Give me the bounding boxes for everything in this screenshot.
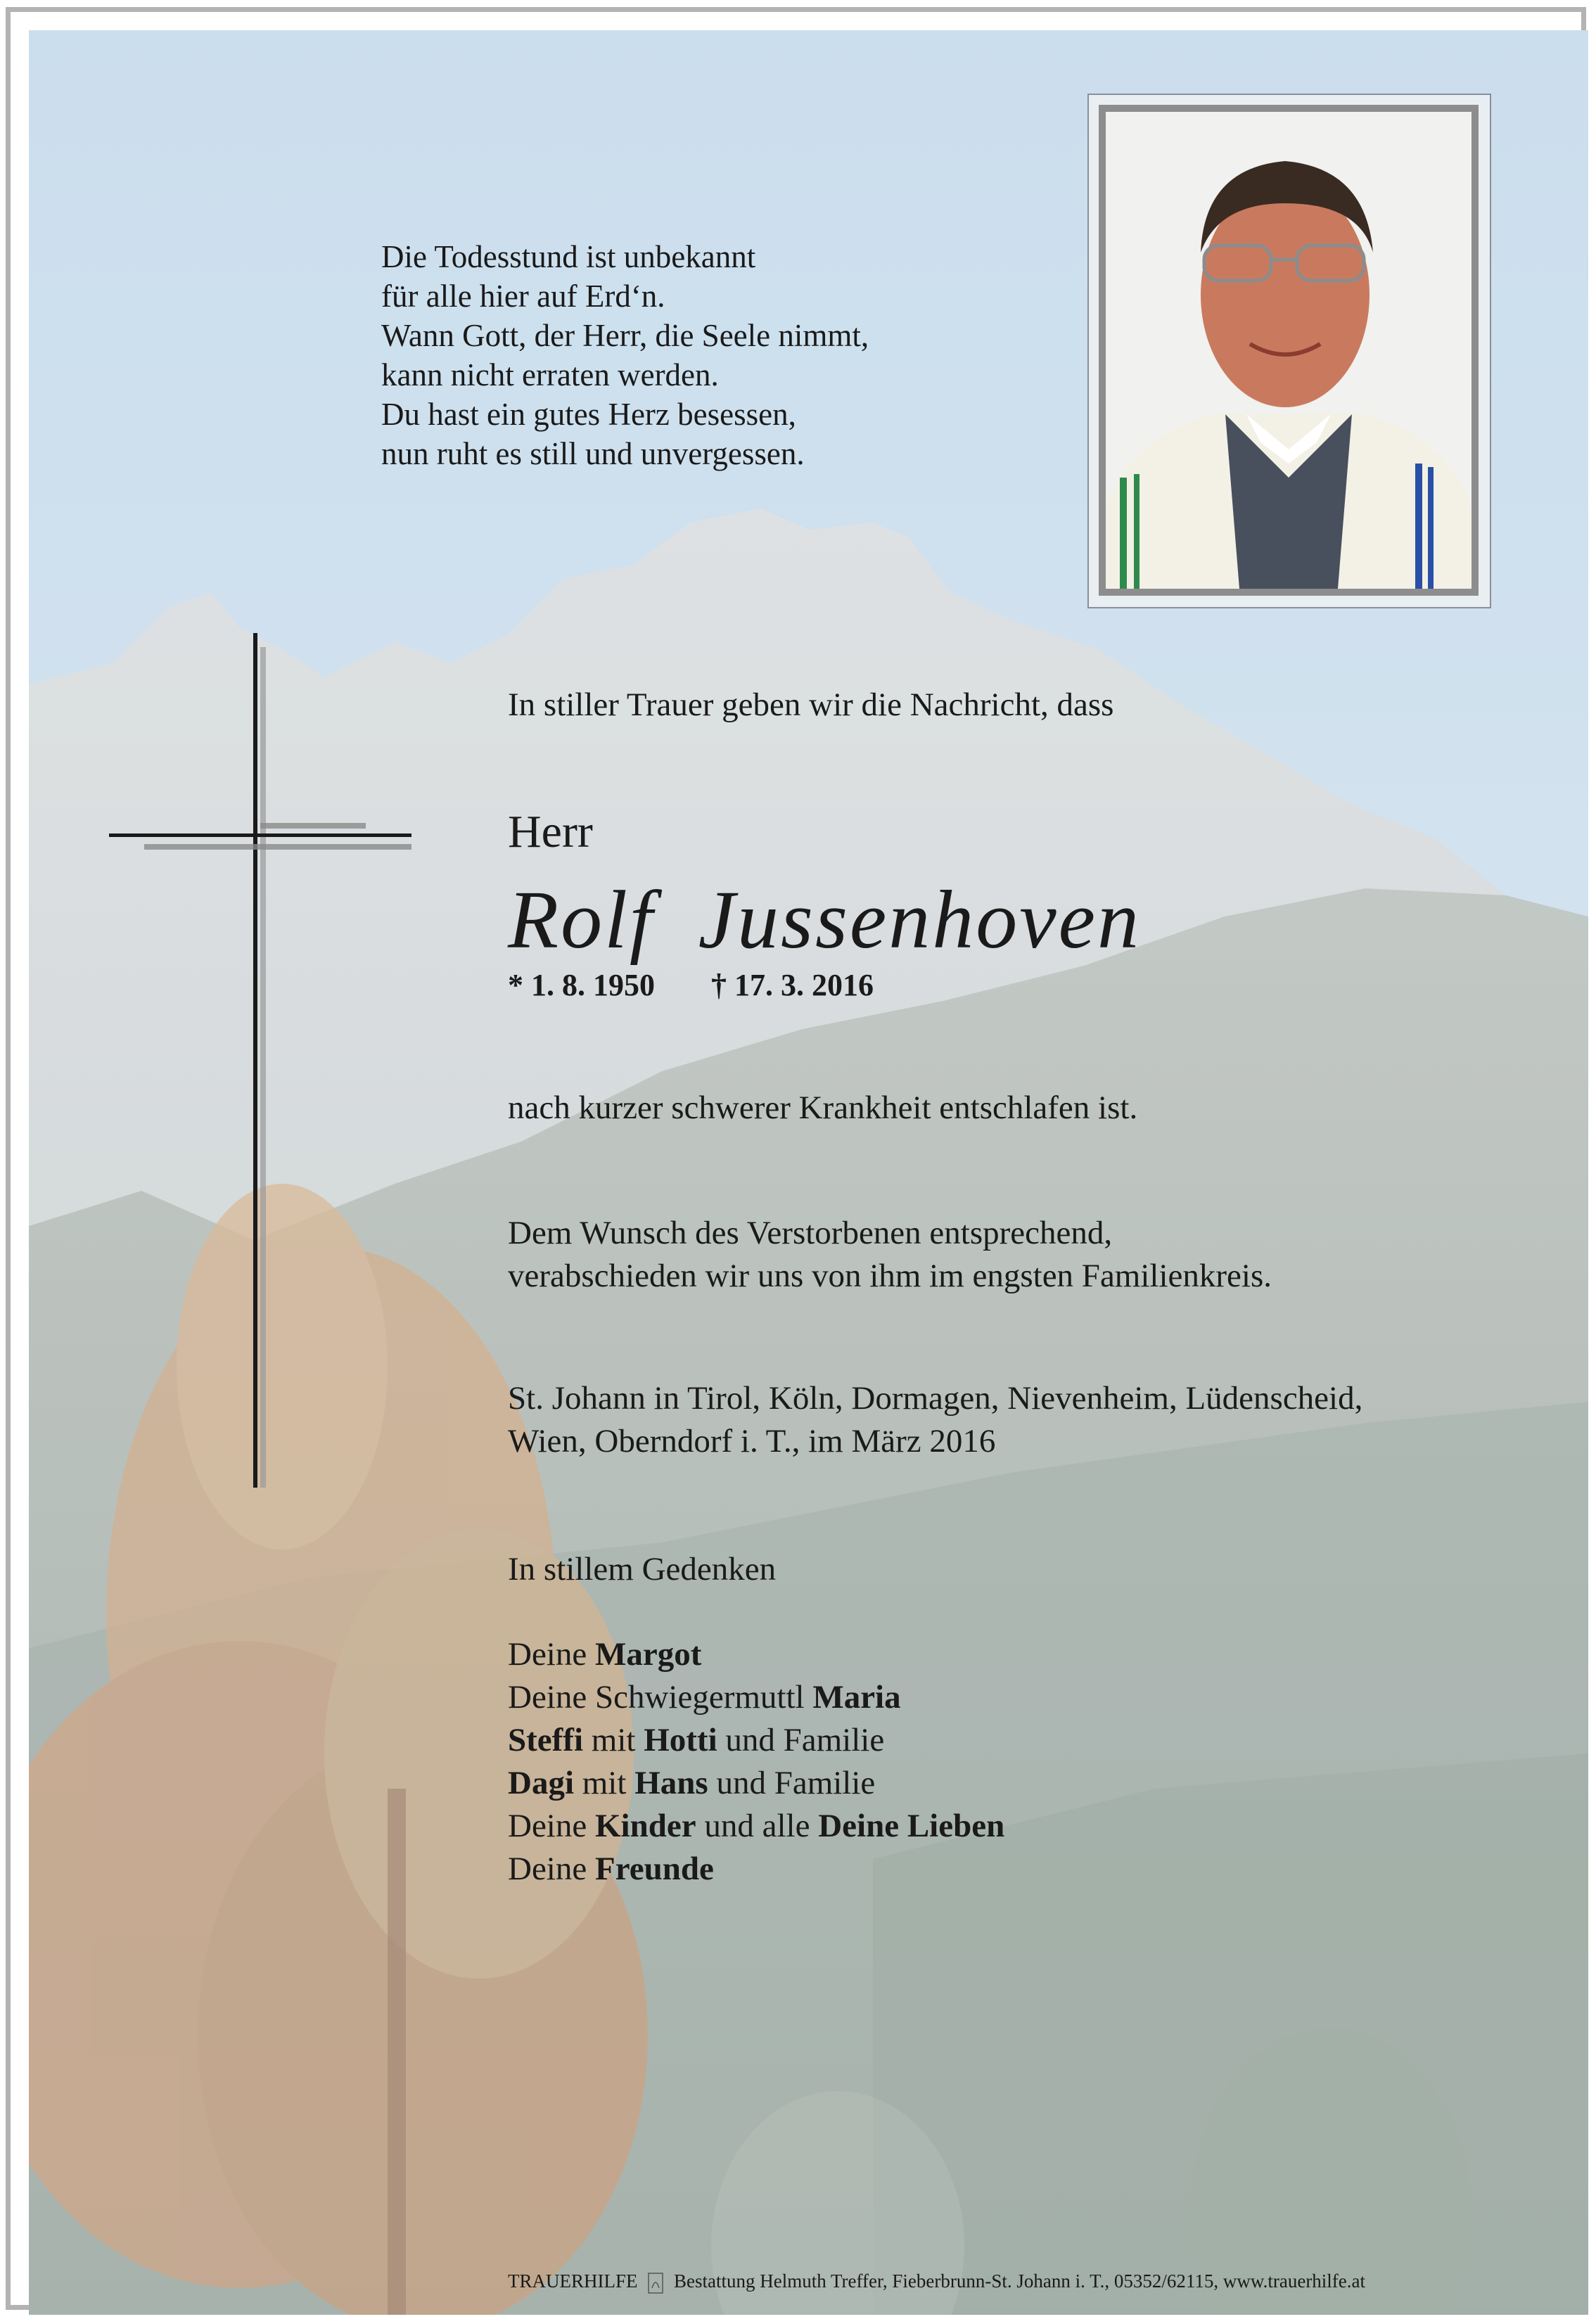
footer-brand: TRAUERHILFE [508,2270,638,2292]
poem [381,237,869,473]
last-name: Jussenhoven [698,874,1141,966]
birth-date: * 1. 8. 1950 [508,968,655,1002]
portrait-frame [1087,94,1491,608]
wish-statement [508,1212,1272,1298]
remembrance-line: In stillem Gedenken [508,1551,777,1587]
life-dates [508,967,874,1003]
mourners-list [508,1633,1004,1891]
places-line: Wien, Oberndorf i. T., im März 2016 [508,1423,996,1459]
footer-credit [508,2270,1365,2294]
poem-line: kann nicht erraten werden. [381,357,719,392]
trauerhilfe-logo-icon [648,2273,663,2294]
poem-line: Die Todesstund ist unbekannt [381,239,756,274]
announcement-intro: In stiller Trauer geben wir die Nachricht, dass [508,686,1114,723]
wish-line: Dem Wunsch des Verstorbenen entsprechend, [508,1215,1113,1251]
mourner-line: Steffi mit Hotti und Familie [508,1722,885,1758]
honorific: Herr [508,806,593,857]
passing-statement [508,1087,1137,1130]
first-name: Rolf [508,874,655,966]
poem-line: nun ruht es still und unvergessen. [381,436,805,471]
portrait-mat [1099,105,1479,596]
wish-line: verabschieden wir uns von ihm im engsten Familienkreis. [508,1258,1272,1294]
death-date: † 17. 3. 2016 [711,968,874,1002]
mourner-line: Deine Margot [508,1636,702,1673]
portrait-photo [1106,112,1471,589]
mourner-line: Dagi mit Hans und Familie [508,1765,876,1801]
places-line: St. Johann in Tirol, Köln, Dormagen, Nievenheim, Lüdenscheid, [508,1380,1363,1417]
mourner-line: Deine Kinder und alle Deine Lieben [508,1808,1005,1844]
footer-details: Bestattung Helmuth Treffer, Fieberbrunn-St. Johann i. T., 05352/62115, www.trauerhilfe.at [674,2270,1366,2292]
poem-line: für alle hier auf Erd‘n. [381,279,665,314]
places-statement [508,1377,1362,1463]
poem-line: Du hast ein gutes Herz besessen, [381,397,796,432]
passing-line: nach kurzer schwerer Krankheit entschlafen ist. [508,1090,1138,1126]
mourner-line: Deine Freunde [508,1851,714,1887]
deceased-name [508,872,1185,968]
mourner-line: Deine Schwiegermuttl Maria [508,1679,901,1716]
remembrance-heading [508,1548,776,1591]
cross-icon [109,633,411,1488]
poem-line: Wann Gott, der Herr, die Seele nimmt, [381,318,869,353]
